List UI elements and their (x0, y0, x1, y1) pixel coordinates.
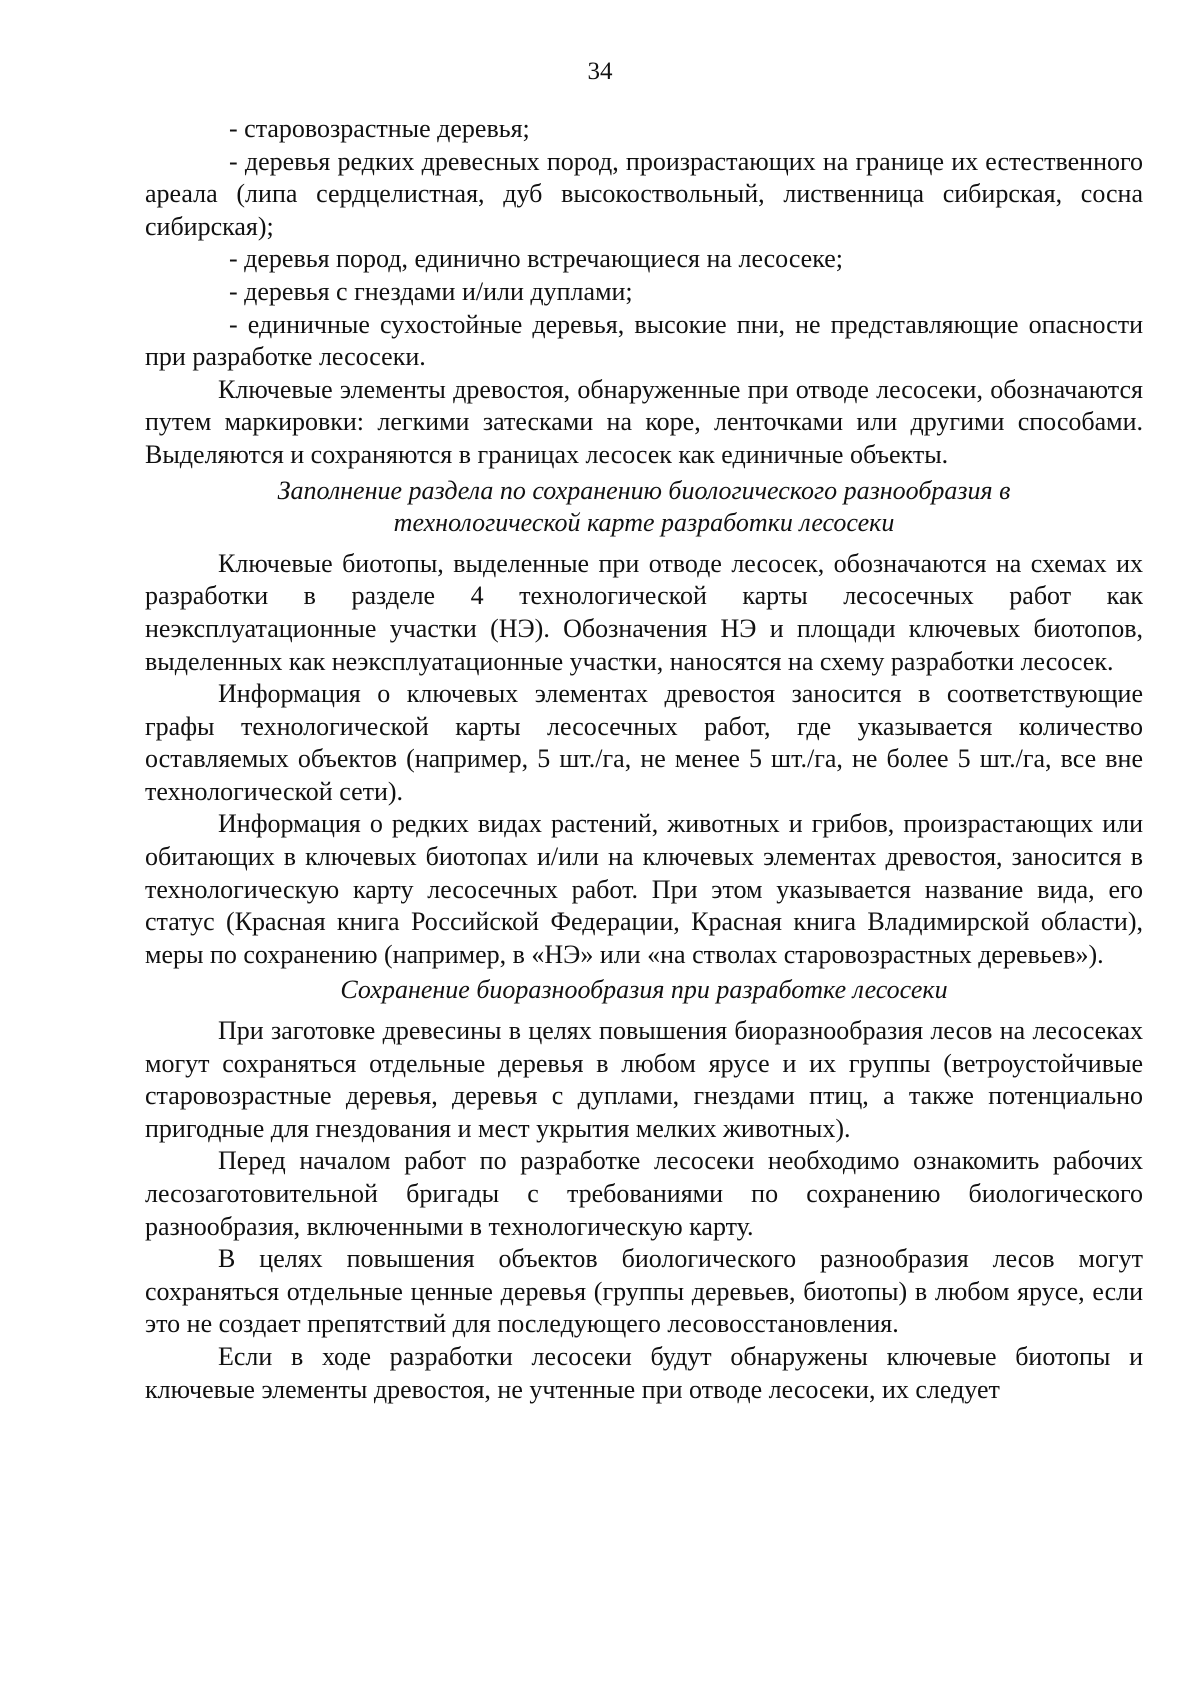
paragraph: Ключевые биотопы, выделенные при отводе лесосек, обозначаются на схемах их разработки в разделе 4 технологической карты лесосечных работ как неэксплуатационные участки (НЭ). Обозначения НЭ и площади ключевых биотопов, выделенных как неэксплуатационные участки, наносятся на схему разработки лесосек. (145, 548, 1143, 676)
section-heading-conservation: Сохранение биоразнообразия при разработке лесосеки (340, 975, 948, 1005)
paragraph: Информация о редких видах растений, животных и грибов, произрастающих или обитающих в ключевых биотопах и/или на ключевых элементах древостоя, заносится в технологическую карту лесосечных работ. При этом указывается название вида, его статус (Красная книга Российской Федерации, Красная книга Владимирской области), меры по сохранению (например, в «НЭ» или «на стволах старовозрастных деревьев»). (145, 809, 1143, 969)
paragraph: При заготовке древесины в целях повышения биоразнообразия лесов на лесосеках могут сохраняться отдельные деревья в любом ярусе и их группы (ветроустойчивые старовозрастные деревья, деревья с дуплами, гнездами птиц, а также потенциально пригодные для гнездования и мест укрытия мелких животных). (145, 1016, 1143, 1143)
page-number: 34 (587, 58, 613, 85)
list-item: - деревья с гнездами и/или дуплами; (229, 276, 633, 306)
paragraph: Перед началом работ по разработке лесосеки необходимо ознакомить рабочих лесозаготовительной бригады с требованиями по сохранению биологического разнообразия, включенными в технологическую карту. (145, 1146, 1143, 1241)
paragraph: Если в ходе разработки лесосеки будут обнаружены ключевые биотопы и ключевые элементы древостоя, не учтенные при отводе лесосеки, их следует (145, 1341, 1143, 1404)
paragraph: В целях повышения объектов биологического разнообразия лесов могут сохраняться отдельные ценные деревья (группы деревьев, биотопы) в любом ярусе, если это не создает препятствий для последующего лесовосстановления. (145, 1244, 1143, 1339)
document-body (145, 113, 1143, 1406)
section-heading-filling: Заполнение раздела по сохранению биологического разнообразия в технологической карте разработки лесосеки (277, 475, 1011, 538)
paragraph-marking: Ключевые элементы древостоя, обнаруженные при отводе лесосеки, обозначаются путем маркировки: легкими затесками на коре, ленточками или другими способами. Выделяются и сохраняются в границах лесосек как единичные объекты. (145, 374, 1143, 469)
list-item: - деревья пород, единично встречающиеся на лесосеке; (229, 244, 843, 274)
paragraph: Информация о ключевых элементах древостоя заносится в соответствующие графы технологической карты лесосечных работ, где указывается количество оставляемых объектов (например, 5 шт./га, не менее 5 шт./га, не более 5 шт./га, все вне технологической сети). (145, 679, 1143, 806)
list-item: - единичные сухостойные деревья, высокие пни, не представляющие опасности при разработке лесосеки. (145, 309, 1143, 372)
list-item: - деревья редких древесных пород, произрастающих на границе их естественного ареала (липа сердцелистная, дуб высокоствольный, лиственница сибирская, сосна сибирская); (145, 146, 1143, 241)
list-item: - старовозрастные деревья; (229, 114, 530, 143)
